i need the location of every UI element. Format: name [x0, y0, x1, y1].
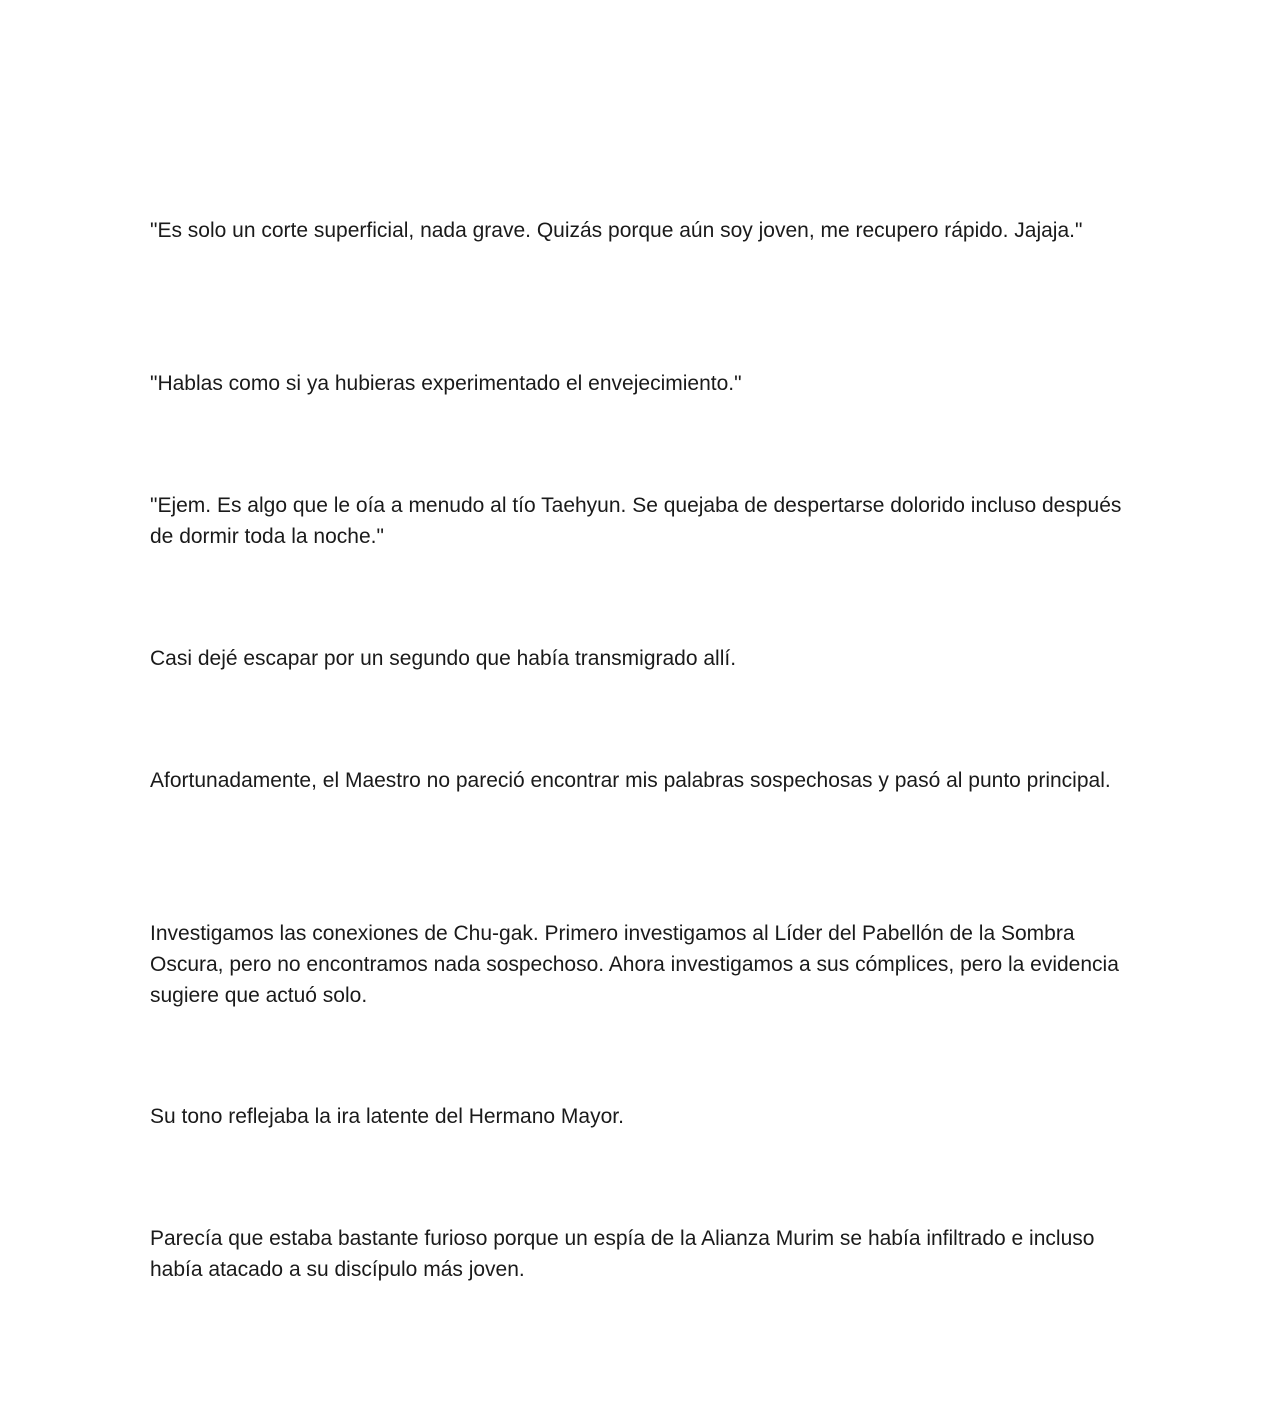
paragraph-4: Casi dejé escapar por un segundo que había transmigrado allí. — [150, 647, 737, 670]
paragraph-3: "Ejem. Es algo que le oía a menudo al tío Taehyun. Se quejaba de despertarse dolorido incluso después de dormir toda la noche." — [150, 494, 1122, 548]
paragraph-5: Afortunadamente, el Maestro no pareció encontrar mis palabras sospechosas y pasó al punto principal. — [150, 769, 1111, 792]
paragraph-6: Investigamos las conexiones de Chu-gak. Primero investigamos al Líder del Pabellón de la Sombra Oscura, pero no encontramos nada sospechoso. Ahora investigamos a sus cómplices, pero la evidencia sugiere que actuó solo. — [150, 922, 1119, 1007]
paragraph-2: "Hablas como si ya hubieras experimentado el envejecimiento." — [150, 372, 742, 395]
paragraph-8: Parecía que estaba bastante furioso porque un espía de la Alianza Murim se había infiltrado e incluso había atacado a su discípulo más joven. — [150, 1227, 1095, 1281]
paragraph-7: Su tono reflejaba la ira latente del Hermano Mayor. — [150, 1105, 624, 1128]
paragraph-1: "Es solo un corte superficial, nada grave. Quizás porque aún soy joven, me recupero rápido. Jajaja." — [150, 219, 1083, 242]
